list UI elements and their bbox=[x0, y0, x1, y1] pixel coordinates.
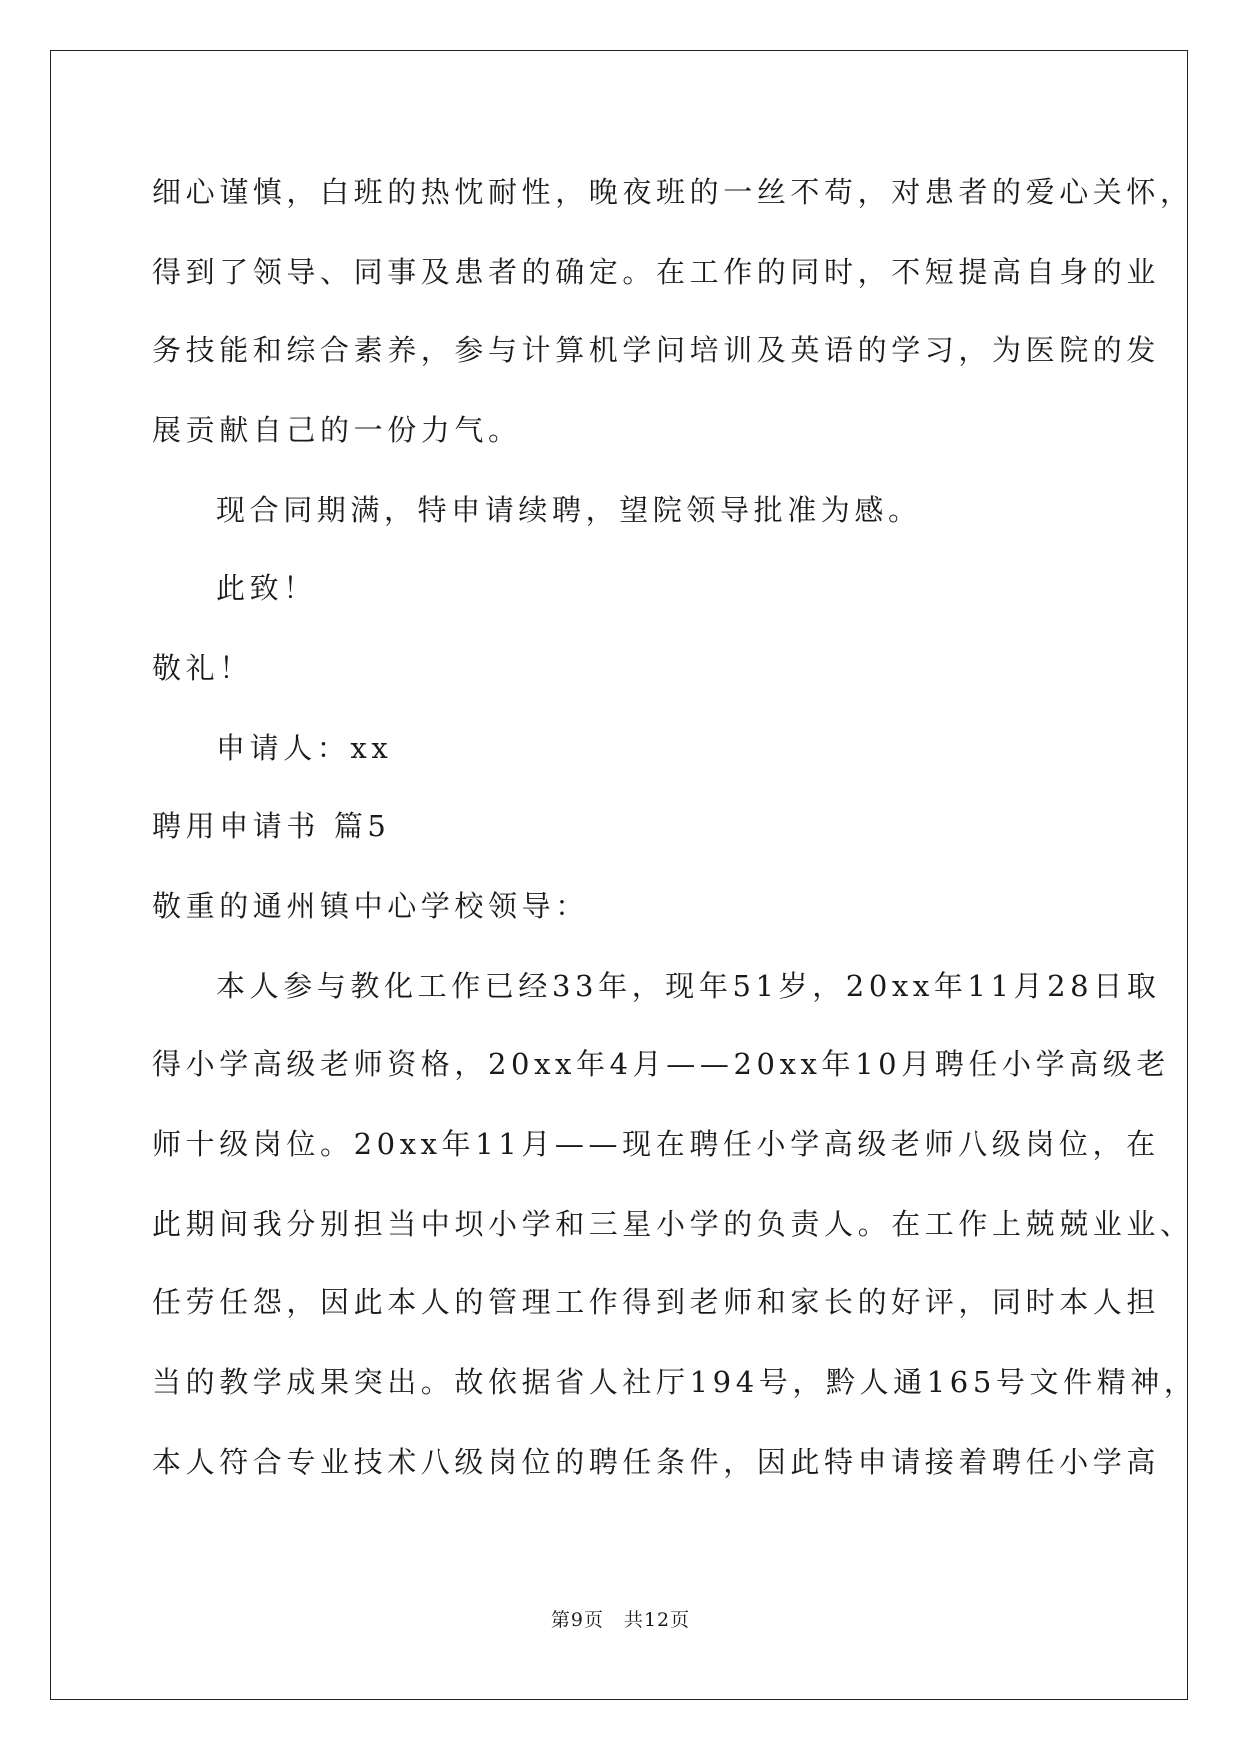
text-line-17: 本人符合专业技术八级岗位的聘任条件，因此特申请接着聘任小学高 bbox=[152, 1445, 1161, 1479]
closing-regards: 敬礼！ bbox=[152, 651, 253, 685]
text-line-5: 现合同期满，特申请续聘，望院领导批准为感。 bbox=[216, 493, 922, 527]
text-line-12: 得小学高级老师资格，20xx年4月——20xx年10月聘任小学高级老 bbox=[152, 1047, 1170, 1081]
text-line-16: 当的教学成果突出。故依据省人社厅194号，黔人通165号文件精神， bbox=[152, 1365, 1198, 1399]
text-line-14: 此期间我分别担当中坝小学和三星小学的负责人。在工作上兢兢业业、 bbox=[152, 1207, 1194, 1241]
section-heading: 聘用申请书 篇5 bbox=[152, 809, 391, 843]
text-line-11: 本人参与教化工作已经33年，现年51岁，20xx年11月28日取 bbox=[216, 969, 1161, 1003]
text-line-1: 细心谨慎，白班的热忱耐性，晚夜班的一丝不苟，对患者的爱心关怀， bbox=[152, 175, 1194, 209]
text-line-13: 师十级岗位。20xx年11月——现在聘任小学高级老师八级岗位，在 bbox=[152, 1127, 1160, 1161]
text-line-15: 任劳任怨，因此本人的管理工作得到老师和家长的好评，同时本人担 bbox=[152, 1285, 1161, 1319]
closing-salutation: 此致！ bbox=[216, 571, 317, 605]
text-line-4: 展贡献自己的一份力气。 bbox=[152, 413, 522, 447]
applicant-signature: 申请人：xx bbox=[216, 731, 393, 765]
page-number-footer: 第9页 共12页 bbox=[550, 1609, 691, 1631]
text-line-2: 得到了领导、同事及患者的确定。在工作的同时，不短提高自身的业 bbox=[152, 255, 1161, 289]
text-line-3: 务技能和综合素养，参与计算机学问培训及英语的学习，为医院的发 bbox=[152, 333, 1161, 367]
letter-greeting: 敬重的通州镇中心学校领导： bbox=[152, 889, 589, 923]
